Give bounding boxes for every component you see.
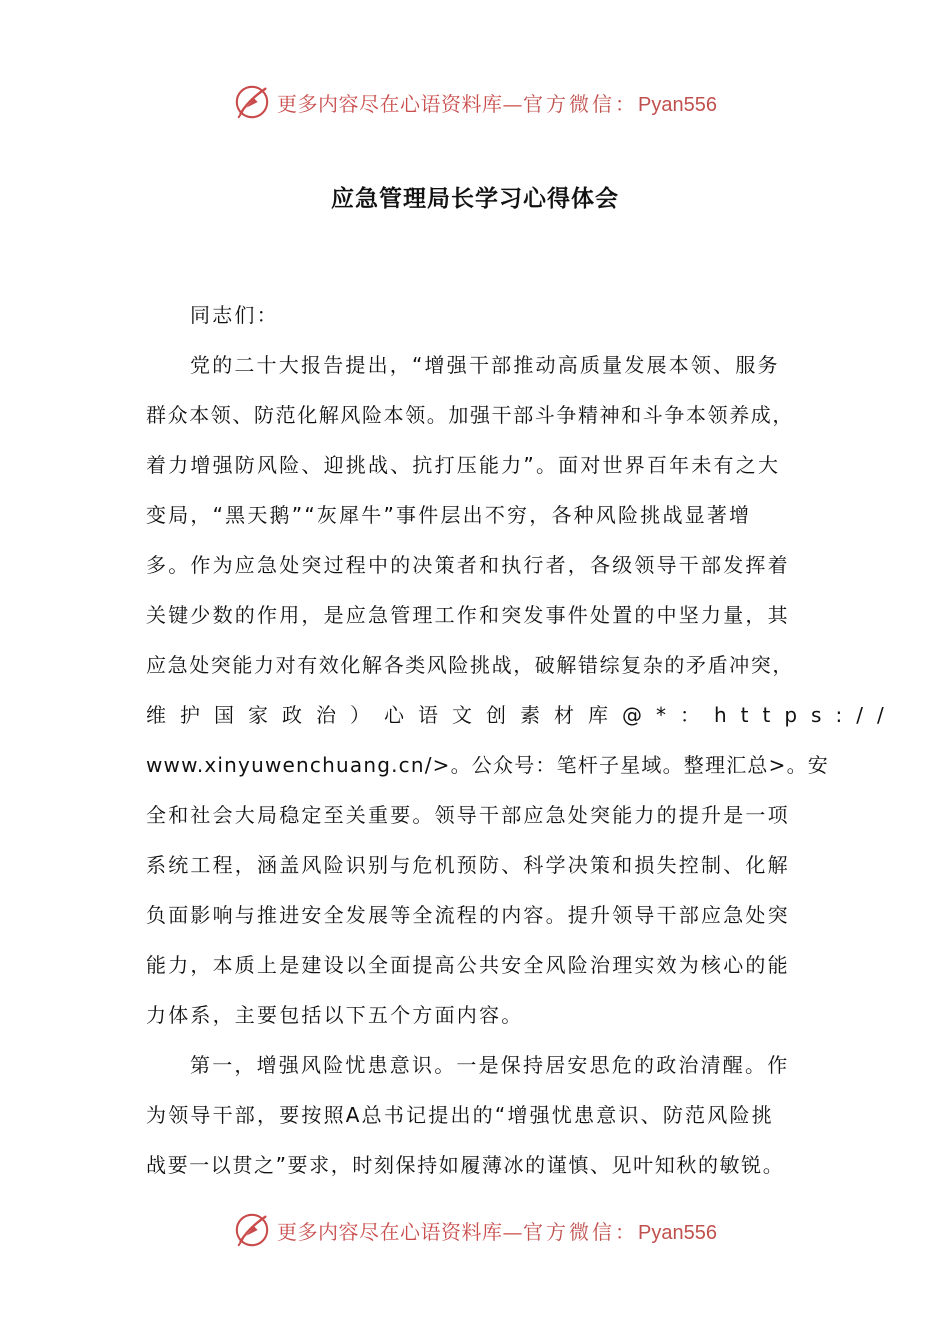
paragraph-line: 全和社会大局稳定至关重要。领导干部应急处突能力的提升是一项	[146, 803, 790, 827]
paragraph-line: 同志们：	[190, 303, 279, 327]
paragraph-line: 党的二十大报告提出，“增强干部推动高质量发展本领、服务	[190, 353, 780, 377]
paragraph-line-url: www.xinyuwenchuang.cn/>。公众号：笔杆子星域。整理汇总>。安	[146, 753, 829, 777]
quill-logo-icon	[233, 83, 271, 121]
footer-banner	[0, 1208, 950, 1252]
banner-wechat-label: 官方微信：	[523, 91, 639, 116]
document-title: 应急管理局长学习心得体会	[331, 186, 619, 212]
paragraph-line: 负面影响与推进安全发展等全流程的内容。提升领导干部应急处突	[146, 903, 790, 927]
banner-dash: —	[502, 91, 524, 116]
header-banner	[0, 80, 950, 124]
paragraph-line: 第一，增强风险忧患意识。一是保持居安思危的政治清醒。作	[190, 1053, 790, 1077]
banner-text	[277, 88, 717, 117]
paragraph-line: 战要一以贯之”要求，时刻保持如履薄冰的谨慎、见叶知秋的敏锐。	[146, 1153, 785, 1177]
banner-text	[277, 1216, 717, 1245]
paragraph-line: 力体系，主要包括以下五个方面内容。	[146, 1003, 524, 1027]
banner-dash: —	[502, 1219, 524, 1244]
banner-main-text: 更多内容尽在心语资料库	[277, 1219, 503, 1244]
banner-main-text: 更多内容尽在心语资料库	[277, 91, 503, 116]
watermark-text: 维护国家政治）心语文创素材库@*：https://	[146, 703, 898, 727]
paragraph-line: 应急处突能力对有效化解各类风险挑战，破解错综复杂的矛盾冲突，	[146, 653, 794, 677]
quill-logo-icon	[233, 1211, 271, 1249]
paragraph-line: 关键少数的作用，是应急管理工作和突发事件处置的中坚力量，其	[146, 603, 790, 627]
paragraph-line: 着力增强防风险、迎挑战、抗打压能力”。面对世界百年未有之大	[146, 453, 781, 477]
paragraph-line-watermark	[146, 690, 898, 740]
paragraph-line: 变局，“黑天鹅”“灰犀牛”事件层出不穷，各种风险挑战显著增	[146, 503, 752, 527]
banner-wechat-id: Pyan556	[638, 93, 717, 116]
paragraph-line: 为领导干部，要按照A总书记提出的“增强忧患意识、防范风险挑	[146, 1103, 774, 1127]
paragraph-line: 能力，本质上是建设以全面提高公共安全风险治理实效为核心的能	[146, 953, 790, 977]
banner-wechat-label: 官方微信：	[523, 1219, 639, 1244]
paragraph-line: 系统工程，涵盖风险识别与危机预防、科学决策和损失控制、化解	[146, 853, 790, 877]
paragraph-line: 群众本领、防范化解风险本领。加强干部斗争精神和斗争本领养成，	[146, 403, 794, 427]
document-body	[146, 290, 898, 1190]
banner-wechat-id: Pyan556	[638, 1221, 717, 1244]
paragraph-line: 多。作为应急处突过程中的决策者和执行者，各级领导干部发挥着	[146, 553, 790, 577]
